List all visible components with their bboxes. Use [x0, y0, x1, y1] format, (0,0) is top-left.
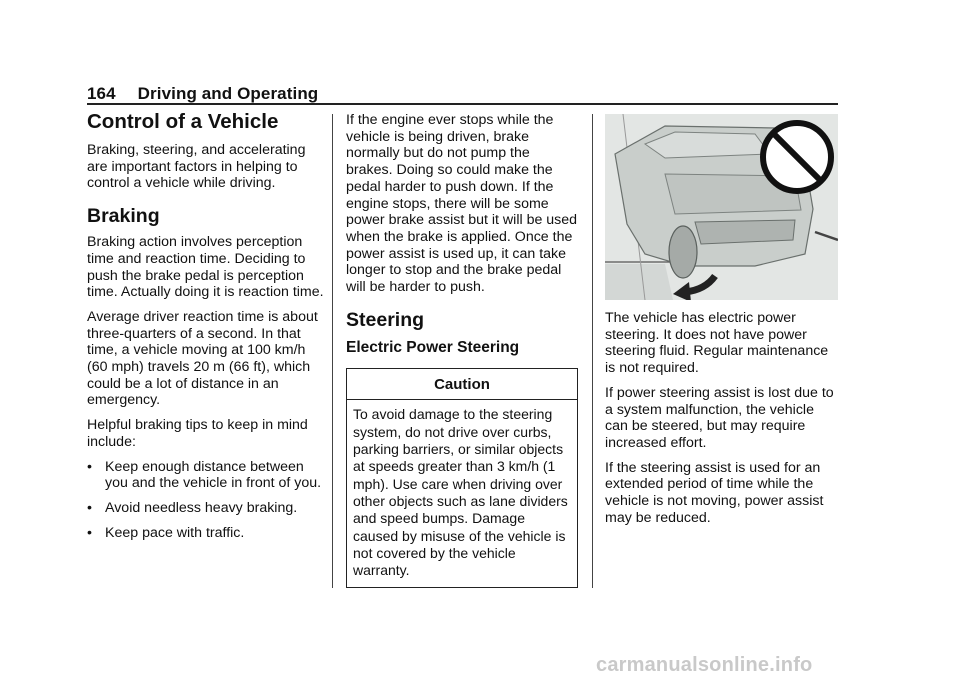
curb-warning-illustration [605, 114, 838, 300]
column-2 [346, 112, 578, 588]
column-divider-2 [592, 114, 593, 588]
braking-paragraph-1: Braking action involves perception time and reaction time. Deciding to push the brake pedal is perception time. Actually doing it is reaction time. [87, 234, 324, 301]
bullet-item [87, 500, 327, 517]
bullet-text: Keep pace with traffic. [105, 524, 245, 541]
braking-paragraph-2: Average driver reaction time is about three-quarters of a second. In that time, a vehicle moving at 100 km/h (60 mph) travels 20 m (66 ft), which could be a lot of distance in an emergency. [87, 308, 318, 409]
bullet-marker: • [87, 499, 92, 516]
bullet-item [87, 459, 327, 492]
bullet-text: Avoid needless heavy braking. [105, 499, 298, 516]
intro-paragraph: Braking, steering, and accelerating are important factors in helping to control a vehicle while driving. [87, 142, 306, 192]
bullet-item [87, 525, 327, 542]
section-heading-control: Control of a Vehicle [87, 110, 279, 133]
page-number: 164 [87, 84, 116, 103]
eps-paragraph-2: If power steering assist is lost due to a system malfunction, the vehicle can be steered, but may require increased effort. [605, 384, 834, 451]
bullet-text: Keep enough distance between you and the vehicle in front of you. [105, 458, 322, 492]
car-grille [695, 220, 795, 244]
column-3 [605, 310, 840, 534]
eps-heading: Electric Power Steering [346, 338, 520, 356]
eps-paragraph-1: The vehicle has electric power steering. It does not have power steering fluid. Regular maintenance is not required. [605, 310, 829, 377]
column-divider-1 [332, 114, 333, 588]
section-title: Driving and Operating [137, 84, 319, 103]
bullet-marker: • [87, 458, 92, 475]
caution-text: To avoid damage to the steering system, do not drive over curbs, parking barriers, or similar objects at speeds greater than 3 km/h (1 mph). Use care when driving over other objects such as lane dividers and speed bumps. Damage caused by misuse of the vehicle is not covered by the vehicle warranty. [353, 406, 568, 579]
braking-paragraph-3: Helpful braking tips to keep in mind include: [87, 417, 308, 450]
steering-heading: Steering [346, 308, 425, 331]
site-watermark: carmanualsonline.info [596, 654, 813, 676]
curb-edge [605, 264, 673, 300]
eps-paragraph-3: If the steering assist is used for an extended period of time while the vehicle is not moving, power assist may be reduced. [605, 459, 824, 526]
caution-box [346, 368, 578, 589]
bullet-marker: • [87, 524, 92, 541]
front-wheel [669, 226, 697, 278]
engine-stop-paragraph: If the engine ever stops while the vehicle is being driven, brake normally but do not pump the brakes. Doing so could make the pedal harder to push down. If the engine stops, there will be some power brake assist but it will be used when the brake is applied. Once the power assist is used up, it can take longer to stop and the brake pedal will be harder to push. [346, 112, 578, 296]
header-rule [87, 103, 838, 105]
braking-heading: Braking [87, 205, 160, 228]
column-1 [87, 110, 327, 549]
caution-title: Caution [347, 369, 577, 401]
page-header [87, 84, 318, 104]
